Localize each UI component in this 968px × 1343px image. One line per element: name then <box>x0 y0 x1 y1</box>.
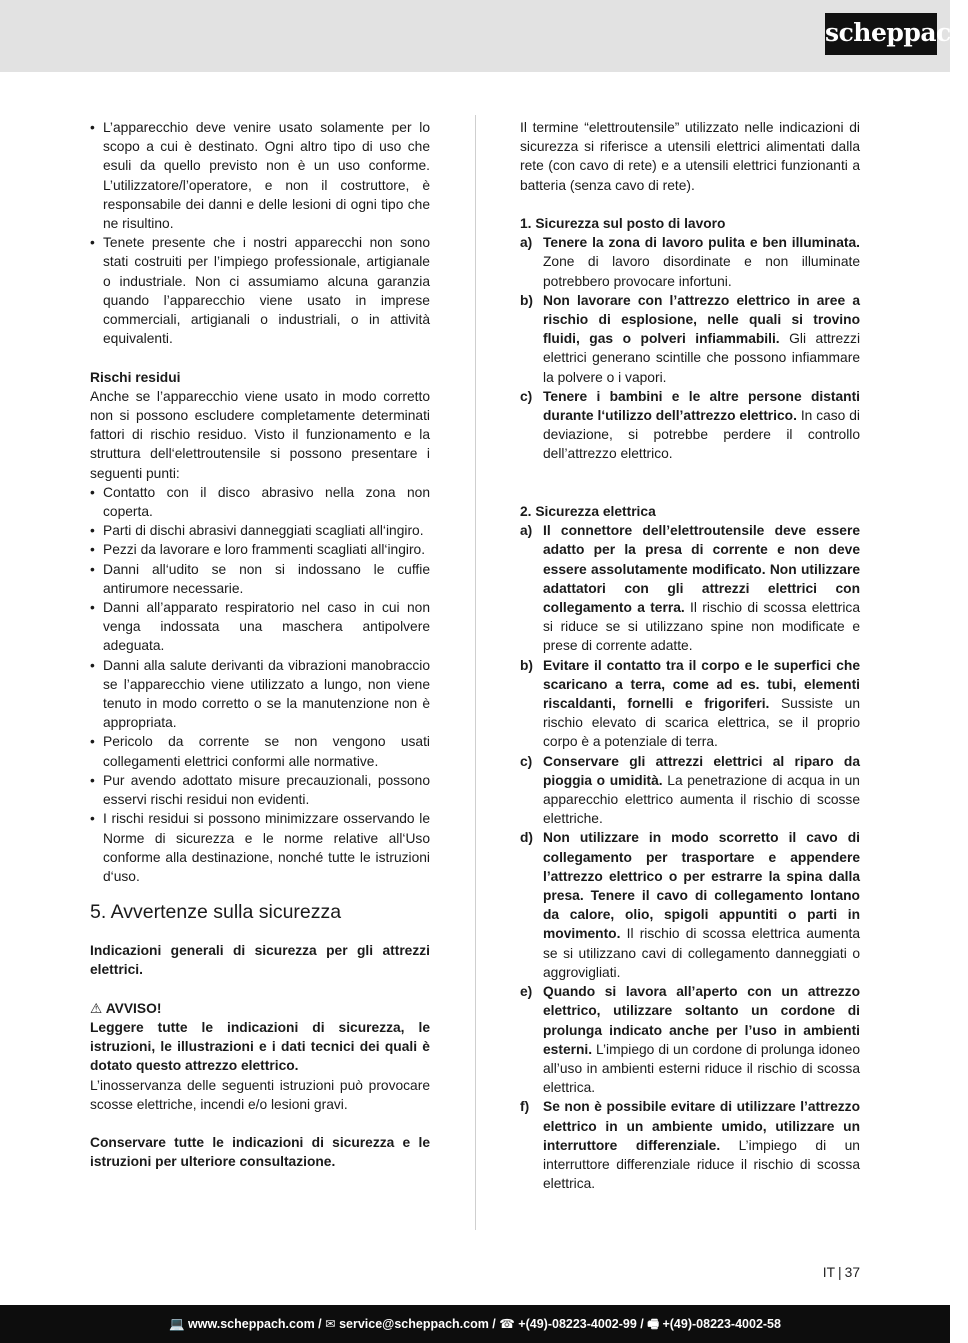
left-column <box>90 118 430 1172</box>
warning-bold-text: Leggere tutte le indicazioni di sicurezza, le istruzioni, le illustrazioni e i dati tecnici dei quali è dotato questo attrezzo elettrico. <box>90 1019 430 1074</box>
usage-bullet-list <box>90 118 430 348</box>
keep-instructions-text: Conservare tutte le indicazioni di sicurezza e le istruzioni per ulteriore consultazione. <box>90 1135 430 1170</box>
list-item: a) Il connettore dell’elettroutensile deve essere adatto per la presa di corrente e non deve essere assolutamente modificato. Non utilizzare adattatori con gli attrezzi elettrici con collegamento a terra. Il rischio di scossa elettrica si riduce se si utilizzano spine non modificate e prese di corrente adatte. <box>520 523 860 654</box>
warning-heading <box>90 999 430 1018</box>
list-item: • Danni all’apparato respiratorio nel caso in cui non venga indossata una maschera antipolvere adeguata. <box>90 598 430 656</box>
list-item: • Pezzi da lavorare e loro frammenti scagliati all‘ingiro. <box>90 540 430 559</box>
list-item: d) Non utilizzare in modo scorretto il cavo di collegamento per trasportare e appendere l’attrezzo elettrico o per estrarre la spina dalla presa. Tenere il cavo di collegamento lontano da calore, olio, spigoli appuntiti o parti in movimento. Il rischio di scossa elettrica aumenta se si utilizzano cavi di collegamento danneggiati o aggrovigliati. <box>520 830 860 980</box>
electrical-safety-title: 2. Sicurezza elettrica <box>520 504 656 520</box>
list-item: • Pericolo da corrente se non vengono usati collegamenti elettrici conformi alle normative. <box>90 732 430 770</box>
list-item: • Contatto con il disco abrasivo nella zona non coperta. <box>90 483 430 521</box>
page-header <box>0 0 968 72</box>
list-item: b) Non lavorare con l’attrezzo elettrico in aree a rischio di esplosione, nelle quali si trovino fluidi, gas o polveri infiammabili. Gli attrezzi elettrici generano scintille che possono infiammare la polvere o i vapori. <box>520 292 861 385</box>
right-column <box>520 118 860 1193</box>
list-item: c) Conservare gli attrezzi elettrici al riparo da pioggia o umidità. La penetrazione di acqua in un apparecchio elettrico aumenta il rischio di scosse elettriche. <box>520 753 860 827</box>
list-item: e) Quando si lavora all’aperto con un attrezzo elettrico, utilizzare soltanto un cordone di prolunga indicato anche per l’uso in ambienti esterni. L’impiego di un cordone di prolunga idoneo all’uso in ambienti esterni riduce il rischio di scossa elettrica. <box>520 984 860 1096</box>
warning-triangle-icon: ⚠ <box>90 1000 103 1016</box>
warning-text: L’inosservanza delle seguenti istruzioni può provocare scosse elettriche, incendi e/o lesioni gravi. <box>90 1077 430 1112</box>
workplace-safety-title: 1. Sicurezza sul posto di lavoro <box>520 216 726 231</box>
list-item: b) Evitare il contatto tra il corpo e le superfici che scaricano a terra, come ad es. tubi, elementi riscaldanti, fornelli e frigoriferi. Sussiste un rischio elevato di scarica elettrica, se il proprio corpo è a potenziale di terra. <box>520 657 860 750</box>
residual-risks-list <box>90 483 430 886</box>
residual-risks-intro: Anche se l’apparecchio viene usato in modo corretto non si possono escludere completamente determinati fattori di rischio residuo. Visto il funzionamento e la struttura dell‘elettroutensile si possono presentare i seguenti punti: <box>90 388 430 481</box>
list-item: • Parti di dischi abrasivi danneggiati scagliati all‘ingiro. <box>90 521 430 540</box>
list-item: • I rischi residui si possono minimizzare osservando le Norme di sicurezza e le norme relative all‘Uso conforme alla destinazione, nonché tutte le istruzioni d‘uso. <box>90 809 430 886</box>
page-footer <box>0 1305 950 1343</box>
page-number: IT | 37 <box>822 1265 860 1280</box>
page-language: IT <box>822 1265 836 1280</box>
list-item: f) Se non è possibile evitare di utilizzare l’attrezzo elettrico in un ambiente umido, utilizzare un interruttore differenziale. L’impiego di un interruttore differenziale riduce il rischio di scossa elettrica. <box>520 1099 860 1192</box>
footer-contact-text: 💻 www.scheppach.com / ✉ service@scheppach.com / ☎ +(49)-08223-4002-99 / 🖷 +(49)-08223-4002-58 <box>169 1317 781 1331</box>
list-item: • Pur avendo adottato misure precauzionali, possono esservi rischi residui non evidenti. <box>90 771 430 809</box>
list-item: • Danni alla salute derivanti da vibrazioni manobraccio se l’apparecchio viene utilizzato a lungo, non viene tenuto in modo corretto o se la manutenzione non è appropriata. <box>90 656 430 733</box>
column-divider <box>475 115 476 1230</box>
workplace-safety-list <box>520 233 860 463</box>
page-number-value: 37 <box>844 1265 860 1280</box>
intro-paragraph: Il termine “elettroutensile” utilizzato nelle indicazioni di sicurezza si riferisce a utensili elettrici alimentati dalla rete (con cavo di rete) e a utensili elettrici funzionanti a batteria (senza cavo di rete). <box>520 120 860 193</box>
list-item: • Danni all‘udito se non si indossano le cuffie antirumore necessarie. <box>90 560 430 598</box>
electrical-safety-list <box>520 521 860 1193</box>
general-safety-title: Indicazioni generali di sicurezza per gli attrezzi elettrici. <box>90 943 430 978</box>
warning-label: AVVISO! <box>105 1000 162 1016</box>
section-heading: 5. Avvertenze sulla sicurezza <box>90 901 342 924</box>
list-item: a) Tenere la zona di lavoro pulita e ben illuminata. Zone di lavoro disordinate e non illuminate potrebbero provocare infortuni. <box>520 235 860 289</box>
brand-logo: scheppach <box>825 13 937 55</box>
list-item: c) Tenere i bambini e le altre persone distanti durante l‘utilizzo dell’attrezzo elettrico. In caso di deviazione, si potrebbe perdere il controllo dell’attrezzo elettrico. <box>520 388 860 462</box>
residual-risks-title: Rischi residui <box>90 369 181 385</box>
list-item: • Tenete presente che i nostri apparecchi non sono stati costruiti per l’impiego professionale, artigianale o industriale. Non ci assumiamo alcuna garanzia quando l’apparecchio viene usato in imprese commerciali, artigianali o industriali, o in attività equivalenti. <box>90 233 430 348</box>
list-item: • L’apparecchio deve venire usato solamente per lo scopo a cui è destinato. Ogni altro tipo di uso che esuli da quello previsto non è un uso conforme. L’utilizzatore/l’operatore, e non il costruttore, è responsabile dei danni e delle lesioni di ogni tipo che ne risultino. <box>90 118 430 233</box>
